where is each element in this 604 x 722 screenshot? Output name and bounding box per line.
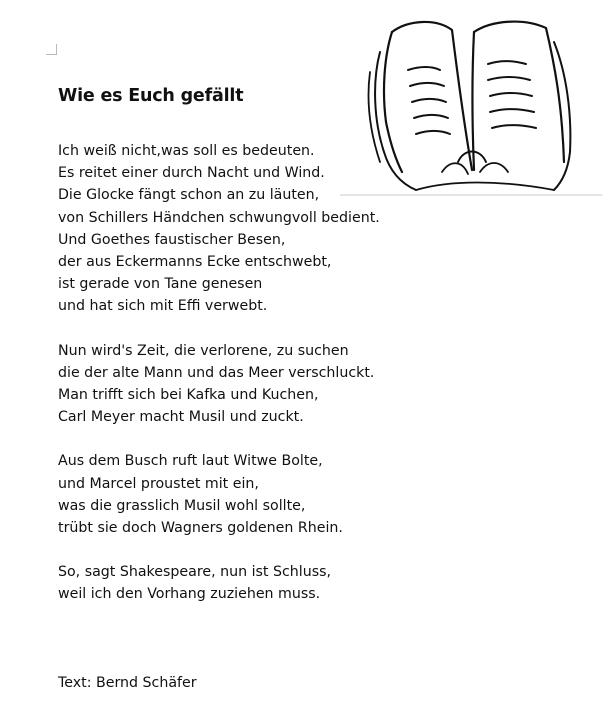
- poem-line: und Marcel proustet mit ein,: [58, 475, 259, 492]
- poem-line: weil ich den Vorhang zuziehen muss.: [58, 586, 321, 603]
- poem-line: Man trifft sich bei Kafka und Kuchen,: [58, 387, 319, 404]
- poem-line: die der alte Mann und das Meer verschluckt.: [58, 364, 375, 381]
- poem-line: und hat sich mit Effi verwebt.: [58, 298, 268, 315]
- poem-stanza: [58, 561, 380, 605]
- document-title: Wie es Euch gefällt: [58, 86, 244, 106]
- poem-line: Die Glocke fängt schon an zu läuten,: [58, 187, 320, 204]
- poem-line: ist gerade von Tane genesen: [58, 276, 263, 293]
- poem-line: trübt sie doch Wagners goldenen Rhein.: [58, 520, 343, 537]
- poem-line: von Schillers Händchen schwungvoll bedient.: [58, 209, 380, 226]
- poem-line: Nun wird's Zeit, die verlorene, zu suchen: [58, 342, 349, 359]
- poem-stanza: [58, 450, 380, 539]
- poem-line: Aus dem Busch ruft laut Witwe Bolte,: [58, 453, 323, 470]
- poem-body: [58, 140, 380, 628]
- poem-stanza: [58, 140, 380, 318]
- poem-line: Und Goethes faustischer Besen,: [58, 231, 286, 248]
- poem-line: der aus Eckermanns Ecke entschwebt,: [58, 254, 332, 271]
- poem-line: Carl Meyer macht Musil und zuckt.: [58, 409, 304, 426]
- poem-line: was die grasslich Musil wohl sollte,: [58, 497, 306, 514]
- poem-line: So, sagt Shakespeare, nun ist Schluss,: [58, 564, 332, 581]
- poem-stanza: [58, 340, 380, 429]
- author-credit: Text: Bernd Schäfer: [58, 675, 197, 691]
- poem-line: Ich weiß nicht,was soll es bedeuten.: [58, 143, 315, 159]
- page-corner-mark: [46, 44, 57, 55]
- poem-line: Es reitet einer durch Nacht und Wind.: [58, 165, 325, 182]
